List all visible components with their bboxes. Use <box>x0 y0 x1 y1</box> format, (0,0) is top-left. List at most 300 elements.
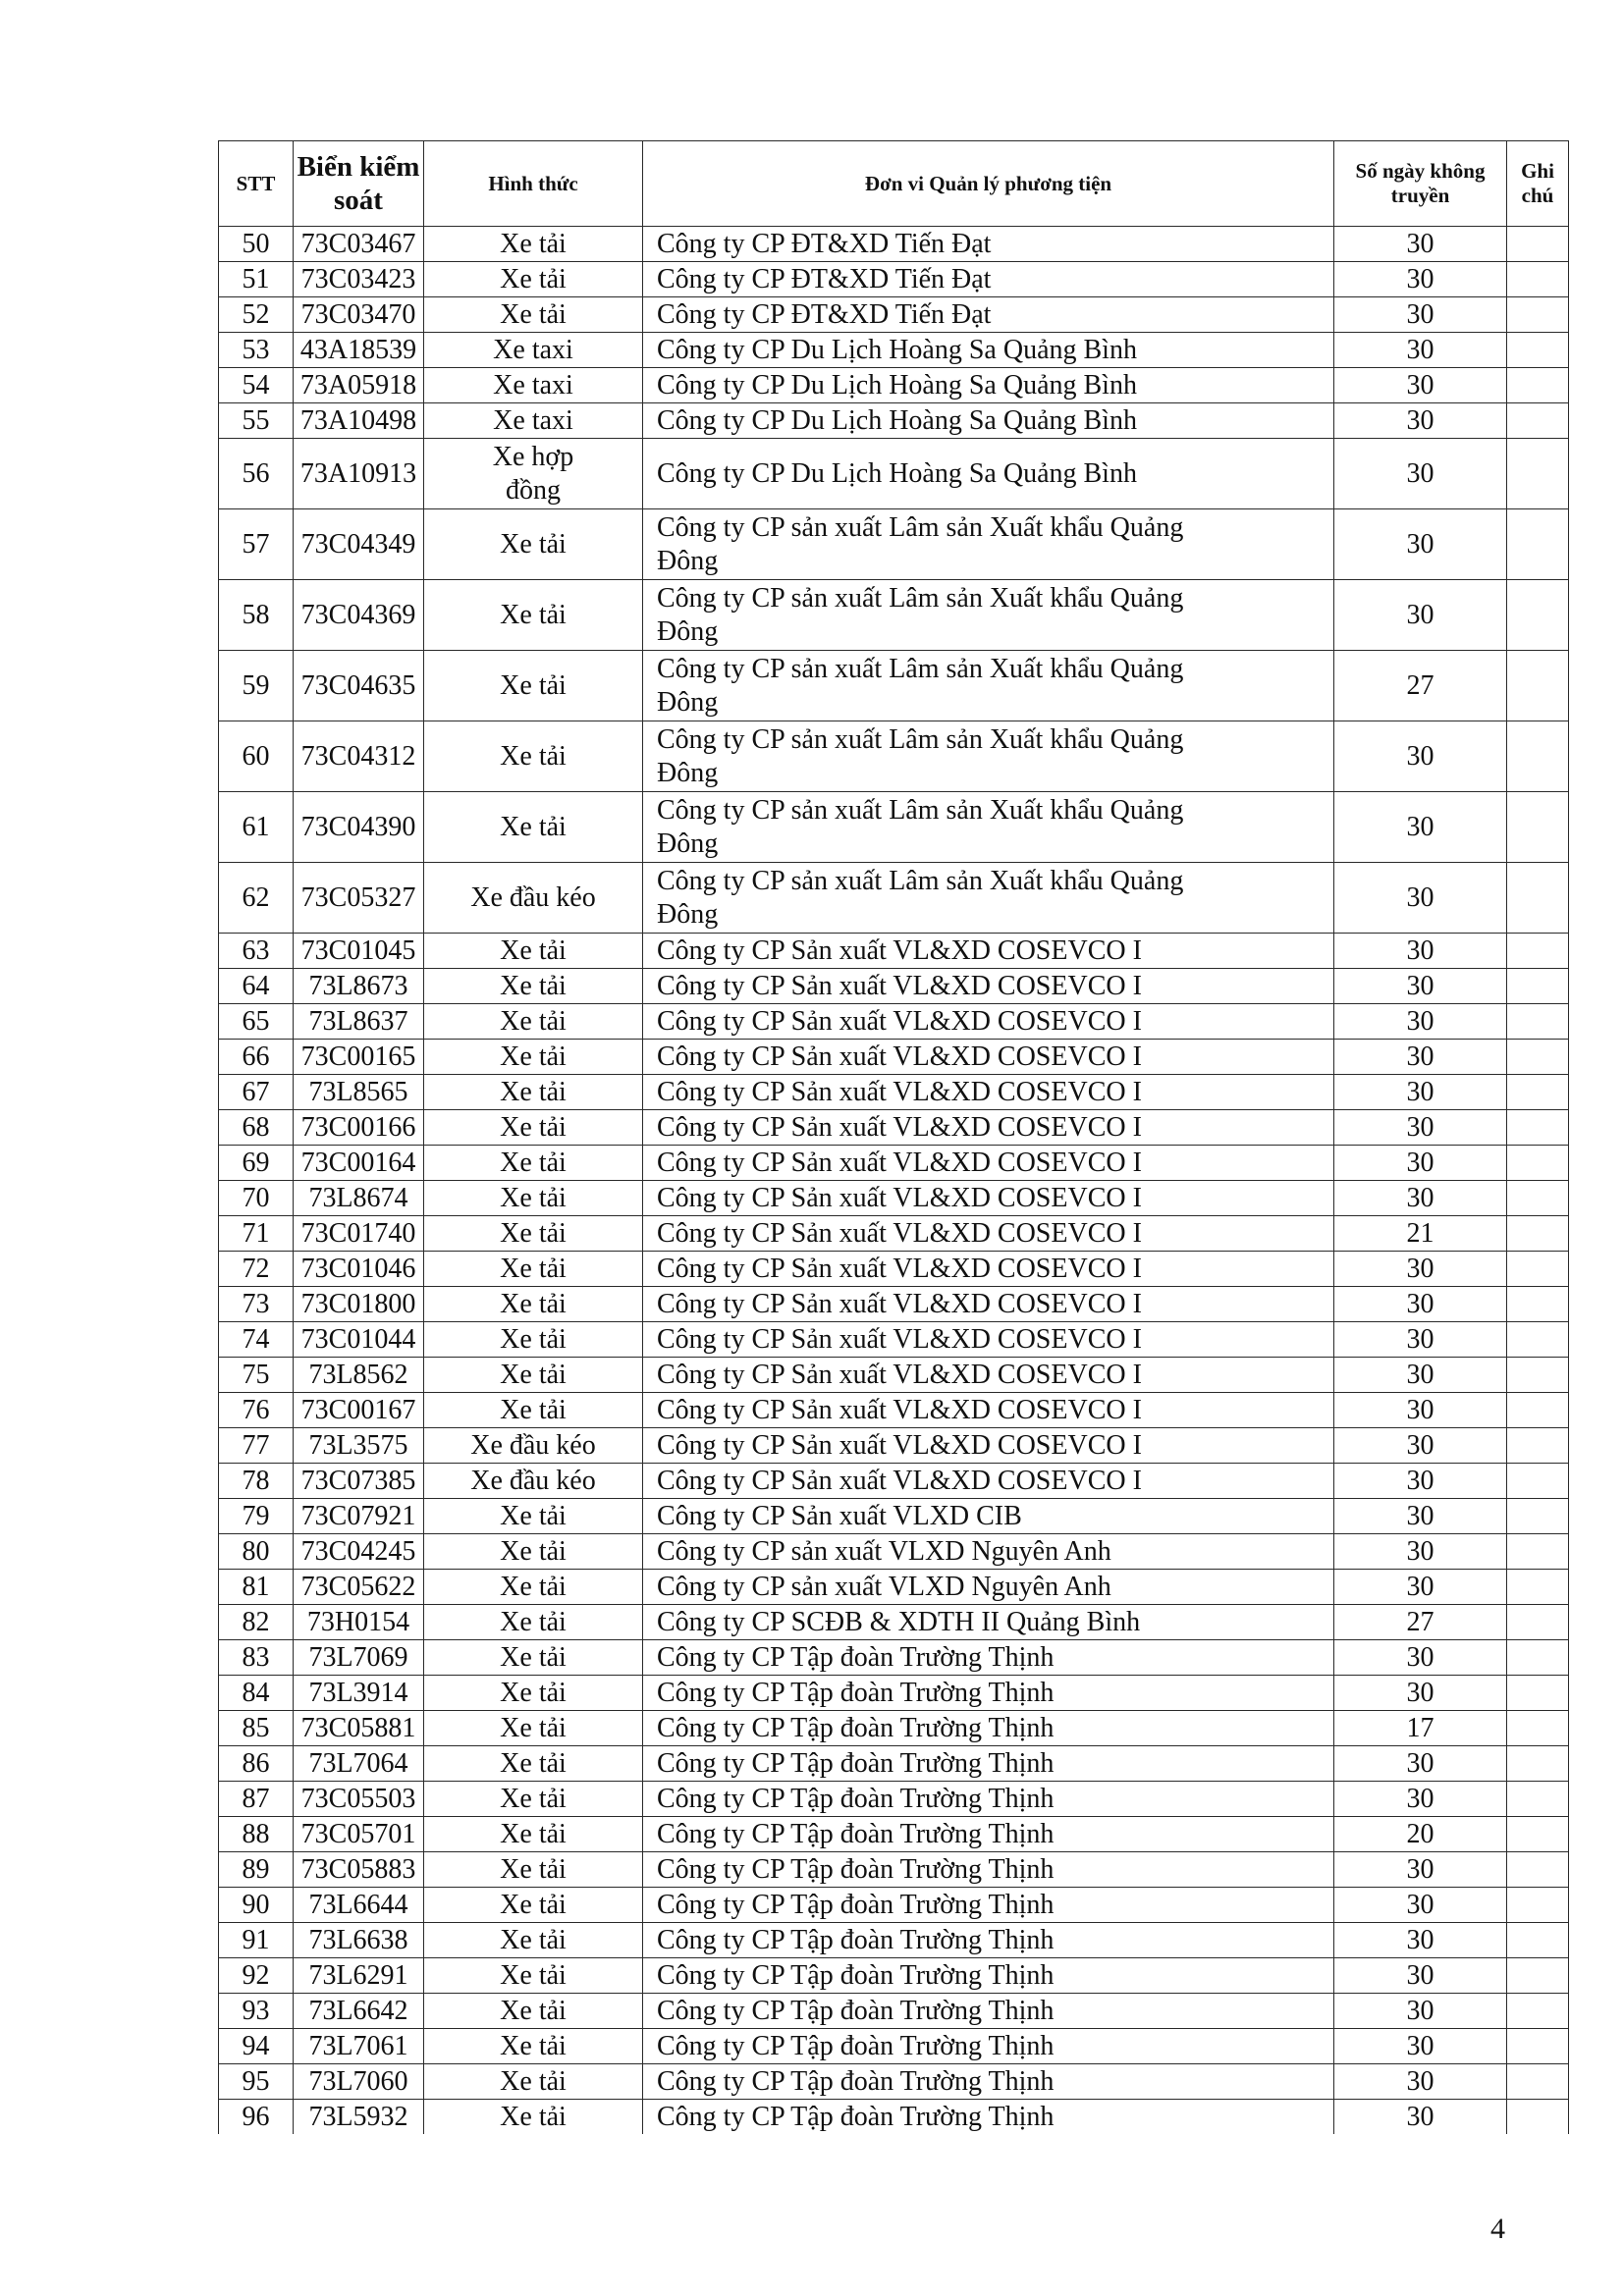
row-plate: 73L6642 <box>294 1994 424 2029</box>
row-stt: 84 <box>219 1676 294 1711</box>
row-unit: Công ty CP Tập đoàn Trường Thịnh <box>643 1994 1334 2029</box>
row-note <box>1507 439 1569 509</box>
row-type: Xe tải <box>424 1181 643 1216</box>
row-unit: Công ty CP Sản xuất VL&XD COSEVCO I <box>643 1322 1334 1358</box>
row-type: Xe tải <box>424 1923 643 1958</box>
row-plate: 73C01046 <box>294 1252 424 1287</box>
table-row <box>219 1322 1569 1358</box>
row-type: Xe tải <box>424 651 643 721</box>
row-plate: 73L8565 <box>294 1075 424 1110</box>
row-plate: 73L8562 <box>294 1358 424 1393</box>
row-days: 17 <box>1334 1711 1507 1746</box>
row-stt: 69 <box>219 1146 294 1181</box>
row-stt: 87 <box>219 1782 294 1817</box>
row-unit: Công ty CP Sản xuất VL&XD COSEVCO I <box>643 1393 1334 1428</box>
row-note <box>1507 1711 1569 1746</box>
row-type: Xe tải <box>424 1075 643 1110</box>
row-days: 30 <box>1334 1393 1507 1428</box>
table-row <box>219 1358 1569 1393</box>
row-unit: Công ty CP Sản xuất VL&XD COSEVCO I <box>643 1075 1334 1110</box>
row-stt: 77 <box>219 1428 294 1464</box>
row-days: 30 <box>1334 403 1507 439</box>
row-unit: Công ty CP Sản xuất VL&XD COSEVCO I <box>643 1252 1334 1287</box>
row-stt: 74 <box>219 1322 294 1358</box>
row-plate: 73C04245 <box>294 1534 424 1570</box>
row-days: 30 <box>1334 1004 1507 1040</box>
table-row <box>219 297 1569 333</box>
table-row <box>219 934 1569 969</box>
row-type: Xe tải <box>424 1322 643 1358</box>
row-stt: 67 <box>219 1075 294 1110</box>
row-days: 30 <box>1334 1570 1507 1605</box>
row-note <box>1507 1146 1569 1181</box>
table-row <box>219 1746 1569 1782</box>
row-unit: Công ty CP Tập đoàn Trường Thịnh <box>643 1746 1334 1782</box>
table-row <box>219 1146 1569 1181</box>
table-row <box>219 651 1569 721</box>
row-note <box>1507 1534 1569 1570</box>
table-row <box>219 969 1569 1004</box>
row-unit: Công ty CP Tập đoàn Trường Thịnh <box>643 1640 1334 1676</box>
row-days: 30 <box>1334 333 1507 368</box>
row-plate: 73C00164 <box>294 1146 424 1181</box>
row-days: 30 <box>1334 2100 1507 2135</box>
table-row <box>219 1252 1569 1287</box>
row-note <box>1507 1570 1569 1605</box>
table-header-row <box>219 141 1569 227</box>
row-note <box>1507 1004 1569 1040</box>
row-type: Xe hợp đồng <box>424 439 643 509</box>
row-unit: Công ty CP Tập đoàn Trường Thịnh <box>643 2029 1334 2064</box>
row-note <box>1507 1499 1569 1534</box>
row-stt: 73 <box>219 1287 294 1322</box>
row-stt: 90 <box>219 1888 294 1923</box>
row-note <box>1507 1464 1569 1499</box>
row-days: 30 <box>1334 368 1507 403</box>
row-note <box>1507 1358 1569 1393</box>
row-plate: 73C04369 <box>294 580 424 651</box>
row-days: 30 <box>1334 1464 1507 1499</box>
row-plate: 73C05883 <box>294 1852 424 1888</box>
row-days: 30 <box>1334 721 1507 792</box>
row-unit: Công ty CP Sản xuất VLXD CIB <box>643 1499 1334 1534</box>
row-stt: 71 <box>219 1216 294 1252</box>
row-stt: 63 <box>219 934 294 969</box>
row-days: 30 <box>1334 509 1507 580</box>
row-unit: Công ty CP sản xuất VLXD Nguyên Anh <box>643 1534 1334 1570</box>
row-type: Xe tải <box>424 721 643 792</box>
row-unit: Công ty CP Du Lịch Hoàng Sa Quảng Bình <box>643 439 1334 509</box>
row-plate: 73L7064 <box>294 1746 424 1782</box>
table-row <box>219 262 1569 297</box>
vehicle-table <box>218 140 1569 2134</box>
table-row <box>219 333 1569 368</box>
row-unit: Công ty CP Tập đoàn Trường Thịnh <box>643 1958 1334 1994</box>
row-stt: 72 <box>219 1252 294 1287</box>
row-plate: 73L7060 <box>294 2064 424 2100</box>
page-number: 4 <box>1490 2213 1505 2245</box>
row-note <box>1507 262 1569 297</box>
row-note <box>1507 580 1569 651</box>
table-row <box>219 721 1569 792</box>
row-note <box>1507 1110 1569 1146</box>
row-type: Xe tải <box>424 1711 643 1746</box>
row-unit: Công ty CP Sản xuất VL&XD COSEVCO I <box>643 1428 1334 1464</box>
row-type: Xe tải <box>424 1110 643 1146</box>
table-row <box>219 1110 1569 1146</box>
row-stt: 95 <box>219 2064 294 2100</box>
table-row <box>219 2100 1569 2135</box>
table-row <box>219 1534 1569 1570</box>
row-unit: Công ty CP ĐT&XD Tiến Đạt <box>643 227 1334 262</box>
row-type: Xe đầu kéo <box>424 1428 643 1464</box>
row-stt: 94 <box>219 2029 294 2064</box>
row-days: 30 <box>1334 1181 1507 1216</box>
row-days: 30 <box>1334 1923 1507 1958</box>
row-type: Xe tải <box>424 262 643 297</box>
row-type: Xe tải <box>424 297 643 333</box>
row-days: 27 <box>1334 1605 1507 1640</box>
table-row <box>219 1570 1569 1605</box>
table-row <box>219 1782 1569 1817</box>
row-stt: 93 <box>219 1994 294 2029</box>
row-plate: 73L8673 <box>294 969 424 1004</box>
row-note <box>1507 934 1569 969</box>
row-type: Xe tải <box>424 792 643 863</box>
row-note <box>1507 1216 1569 1252</box>
row-note <box>1507 2029 1569 2064</box>
row-type: Xe tải <box>424 2100 643 2135</box>
table-row <box>219 403 1569 439</box>
row-days: 30 <box>1334 1110 1507 1146</box>
row-days: 30 <box>1334 1958 1507 1994</box>
row-plate: 73C01044 <box>294 1322 424 1358</box>
row-plate: 73C07921 <box>294 1499 424 1534</box>
row-plate: 73L5932 <box>294 2100 424 2135</box>
row-type: Xe tải <box>424 1570 643 1605</box>
row-unit: Công ty CP sản xuất Lâm sản Xuất khẩu Quảng Đông <box>643 792 1334 863</box>
row-type: Xe đầu kéo <box>424 1464 643 1499</box>
row-note <box>1507 1923 1569 1958</box>
row-stt: 61 <box>219 792 294 863</box>
row-unit: Công ty CP Du Lịch Hoàng Sa Quảng Bình <box>643 333 1334 368</box>
row-note <box>1507 651 1569 721</box>
row-days: 30 <box>1334 792 1507 863</box>
row-unit: Công ty CP sản xuất Lâm sản Xuất khẩu Quảng Đông <box>643 721 1334 792</box>
row-days: 30 <box>1334 227 1507 262</box>
row-type: Xe tải <box>424 1994 643 2029</box>
table-row <box>219 1181 1569 1216</box>
row-plate: 73A05918 <box>294 368 424 403</box>
row-stt: 62 <box>219 863 294 934</box>
row-plate: 73A10913 <box>294 439 424 509</box>
row-plate: 73C05503 <box>294 1782 424 1817</box>
row-days: 21 <box>1334 1216 1507 1252</box>
table-row <box>219 1499 1569 1534</box>
row-stt: 54 <box>219 368 294 403</box>
row-note <box>1507 368 1569 403</box>
row-stt: 70 <box>219 1181 294 1216</box>
row-note <box>1507 721 1569 792</box>
row-type: Xe tải <box>424 934 643 969</box>
row-type: Xe tải <box>424 1287 643 1322</box>
table-row <box>219 863 1569 934</box>
row-type: Xe tải <box>424 1216 643 1252</box>
row-stt: 65 <box>219 1004 294 1040</box>
row-plate: 73L3575 <box>294 1428 424 1464</box>
row-plate: 73L8637 <box>294 1004 424 1040</box>
row-days: 30 <box>1334 1852 1507 1888</box>
row-plate: 73L7061 <box>294 2029 424 2064</box>
table-row <box>219 1676 1569 1711</box>
row-unit: Công ty CP Tập đoàn Trường Thịnh <box>643 1676 1334 1711</box>
row-type: Xe đầu kéo <box>424 863 643 934</box>
row-days: 30 <box>1334 1040 1507 1075</box>
row-plate: 73L3914 <box>294 1676 424 1711</box>
row-plate: 73A10498 <box>294 403 424 439</box>
row-unit: Công ty CP Sản xuất VL&XD COSEVCO I <box>643 1287 1334 1322</box>
row-note <box>1507 227 1569 262</box>
header-stt: STT <box>219 141 294 227</box>
table-row <box>219 227 1569 262</box>
row-unit: Công ty CP sản xuất Lâm sản Xuất khẩu Quảng Đông <box>643 509 1334 580</box>
row-note <box>1507 403 1569 439</box>
row-stt: 64 <box>219 969 294 1004</box>
row-unit: Công ty CP Sản xuất VL&XD COSEVCO I <box>643 1181 1334 1216</box>
row-days: 30 <box>1334 1287 1507 1322</box>
row-plate: 73C04390 <box>294 792 424 863</box>
row-unit: Công ty CP Tập đoàn Trường Thịnh <box>643 1852 1334 1888</box>
row-note <box>1507 1640 1569 1676</box>
row-stt: 66 <box>219 1040 294 1075</box>
row-stt: 81 <box>219 1570 294 1605</box>
row-unit: Công ty CP SCĐB & XDTH II Quảng Bình <box>643 1605 1334 1640</box>
row-plate: 73C01740 <box>294 1216 424 1252</box>
table-row <box>219 2029 1569 2064</box>
row-type: Xe tải <box>424 1676 643 1711</box>
row-type: Xe tải <box>424 1852 643 1888</box>
row-stt: 55 <box>219 403 294 439</box>
row-unit: Công ty CP Tập đoàn Trường Thịnh <box>643 1888 1334 1923</box>
row-stt: 96 <box>219 2100 294 2135</box>
row-note <box>1507 1075 1569 1110</box>
row-stt: 91 <box>219 1923 294 1958</box>
row-note <box>1507 969 1569 1004</box>
row-stt: 82 <box>219 1605 294 1640</box>
row-note <box>1507 1605 1569 1640</box>
row-note <box>1507 1287 1569 1322</box>
row-days: 30 <box>1334 1888 1507 1923</box>
row-type: Xe tải <box>424 1358 643 1393</box>
row-stt: 58 <box>219 580 294 651</box>
row-stt: 75 <box>219 1358 294 1393</box>
row-stt: 85 <box>219 1711 294 1746</box>
row-note <box>1507 1782 1569 1817</box>
table-row <box>219 1216 1569 1252</box>
row-unit: Công ty CP sản xuất Lâm sản Xuất khẩu Quảng Đông <box>643 863 1334 934</box>
table-row <box>219 1004 1569 1040</box>
row-plate: 73C07385 <box>294 1464 424 1499</box>
row-plate: 43A18539 <box>294 333 424 368</box>
row-type: Xe tải <box>424 1958 643 1994</box>
row-days: 30 <box>1334 580 1507 651</box>
table-row <box>219 1464 1569 1499</box>
table-row <box>219 368 1569 403</box>
table-row <box>219 1640 1569 1676</box>
table-row <box>219 1711 1569 1746</box>
row-unit: Công ty CP Sản xuất VL&XD COSEVCO I <box>643 1146 1334 1181</box>
row-stt: 78 <box>219 1464 294 1499</box>
row-unit: Công ty CP Tập đoàn Trường Thịnh <box>643 2064 1334 2100</box>
row-days: 30 <box>1334 1534 1507 1570</box>
row-type: Xe tải <box>424 2029 643 2064</box>
row-stt: 88 <box>219 1817 294 1852</box>
row-unit: Công ty CP Du Lịch Hoàng Sa Quảng Bình <box>643 368 1334 403</box>
row-days: 30 <box>1334 1676 1507 1711</box>
row-note <box>1507 1888 1569 1923</box>
row-days: 27 <box>1334 651 1507 721</box>
row-type: Xe tải <box>424 1782 643 1817</box>
row-stt: 76 <box>219 1393 294 1428</box>
row-stt: 51 <box>219 262 294 297</box>
row-plate: 73C01045 <box>294 934 424 969</box>
row-type: Xe tải <box>424 1640 643 1676</box>
table-row <box>219 792 1569 863</box>
row-plate: 73C03470 <box>294 297 424 333</box>
table-row <box>219 1605 1569 1640</box>
row-unit: Công ty CP Sản xuất VL&XD COSEVCO I <box>643 1040 1334 1075</box>
table-row <box>219 580 1569 651</box>
row-stt: 92 <box>219 1958 294 1994</box>
row-plate: 73C03467 <box>294 227 424 262</box>
row-note <box>1507 1252 1569 1287</box>
row-unit: Công ty CP Sản xuất VL&XD COSEVCO I <box>643 1464 1334 1499</box>
row-note <box>1507 333 1569 368</box>
row-unit: Công ty CP Sản xuất VL&XD COSEVCO I <box>643 934 1334 969</box>
row-type: Xe tải <box>424 1534 643 1570</box>
header-type: Hình thức <box>424 141 643 227</box>
row-days: 30 <box>1334 1358 1507 1393</box>
table-row <box>219 1287 1569 1322</box>
header-plate: Biển kiểm soát <box>294 141 424 227</box>
table-row <box>219 1393 1569 1428</box>
row-unit: Công ty CP Tập đoàn Trường Thịnh <box>643 2100 1334 2135</box>
row-plate: 73C05701 <box>294 1817 424 1852</box>
row-type: Xe tải <box>424 1004 643 1040</box>
row-unit: Công ty CP Sản xuất VL&XD COSEVCO I <box>643 1110 1334 1146</box>
row-plate: 73H0154 <box>294 1605 424 1640</box>
row-days: 30 <box>1334 439 1507 509</box>
row-stt: 89 <box>219 1852 294 1888</box>
row-type: Xe tải <box>424 1746 643 1782</box>
row-unit: Công ty CP Sản xuất VL&XD COSEVCO I <box>643 1004 1334 1040</box>
row-unit: Công ty CP Du Lịch Hoàng Sa Quảng Bình <box>643 403 1334 439</box>
table-row <box>219 439 1569 509</box>
row-type: Xe tải <box>424 969 643 1004</box>
table-row <box>219 1994 1569 2029</box>
row-plate: 73C01800 <box>294 1287 424 1322</box>
row-plate: 73L6638 <box>294 1923 424 1958</box>
row-days: 20 <box>1334 1817 1507 1852</box>
row-stt: 79 <box>219 1499 294 1534</box>
header-note: Ghi chú <box>1507 141 1569 227</box>
row-plate: 73L7069 <box>294 1640 424 1676</box>
row-days: 30 <box>1334 1146 1507 1181</box>
row-type: Xe tải <box>424 1888 643 1923</box>
row-stt: 50 <box>219 227 294 262</box>
row-stt: 56 <box>219 439 294 509</box>
row-unit: Công ty CP sản xuất VLXD Nguyên Anh <box>643 1570 1334 1605</box>
row-note <box>1507 1994 1569 2029</box>
table-row <box>219 1428 1569 1464</box>
row-note <box>1507 2100 1569 2135</box>
row-type: Xe taxi <box>424 403 643 439</box>
row-stt: 68 <box>219 1110 294 1146</box>
row-stt: 57 <box>219 509 294 580</box>
row-type: Xe tải <box>424 509 643 580</box>
row-type: Xe tải <box>424 1040 643 1075</box>
table-row <box>219 1040 1569 1075</box>
table-row <box>219 1888 1569 1923</box>
row-note <box>1507 792 1569 863</box>
row-plate: 73L6291 <box>294 1958 424 1994</box>
row-note <box>1507 1958 1569 1994</box>
row-unit: Công ty CP Sản xuất VL&XD COSEVCO I <box>643 1216 1334 1252</box>
row-plate: 73C00166 <box>294 1110 424 1146</box>
row-unit: Công ty CP ĐT&XD Tiến Đạt <box>643 297 1334 333</box>
row-days: 30 <box>1334 2064 1507 2100</box>
row-days: 30 <box>1334 1428 1507 1464</box>
row-type: Xe tải <box>424 1817 643 1852</box>
row-days: 30 <box>1334 1322 1507 1358</box>
row-type: Xe taxi <box>424 368 643 403</box>
row-unit: Công ty CP sản xuất Lâm sản Xuất khẩu Quảng Đông <box>643 580 1334 651</box>
row-stt: 60 <box>219 721 294 792</box>
row-type: Xe tải <box>424 1605 643 1640</box>
row-unit: Công ty CP ĐT&XD Tiến Đạt <box>643 262 1334 297</box>
row-type: Xe tải <box>424 580 643 651</box>
row-days: 30 <box>1334 934 1507 969</box>
header-days: Số ngày không truyền <box>1334 141 1507 227</box>
row-unit: Công ty CP Tập đoàn Trường Thịnh <box>643 1923 1334 1958</box>
row-days: 30 <box>1334 1252 1507 1287</box>
row-days: 30 <box>1334 262 1507 297</box>
row-days: 30 <box>1334 863 1507 934</box>
row-note <box>1507 1040 1569 1075</box>
row-days: 30 <box>1334 1994 1507 2029</box>
table-row <box>219 1852 1569 1888</box>
header-unit: Đơn vi Quản lý phương tiện <box>643 141 1334 227</box>
row-plate: 73C04349 <box>294 509 424 580</box>
row-plate: 73C05622 <box>294 1570 424 1605</box>
row-stt: 80 <box>219 1534 294 1570</box>
row-days: 30 <box>1334 1075 1507 1110</box>
row-note <box>1507 1393 1569 1428</box>
row-unit: Công ty CP sản xuất Lâm sản Xuất khẩu Quảng Đông <box>643 651 1334 721</box>
row-note <box>1507 1817 1569 1852</box>
row-stt: 52 <box>219 297 294 333</box>
row-note <box>1507 509 1569 580</box>
row-note <box>1507 863 1569 934</box>
row-unit: Công ty CP Sản xuất VL&XD COSEVCO I <box>643 969 1334 1004</box>
row-type: Xe tải <box>424 1393 643 1428</box>
row-stt: 53 <box>219 333 294 368</box>
row-type: Xe taxi <box>424 333 643 368</box>
row-stt: 59 <box>219 651 294 721</box>
row-note <box>1507 1322 1569 1358</box>
row-type: Xe tải <box>424 1252 643 1287</box>
table-row <box>219 1075 1569 1110</box>
